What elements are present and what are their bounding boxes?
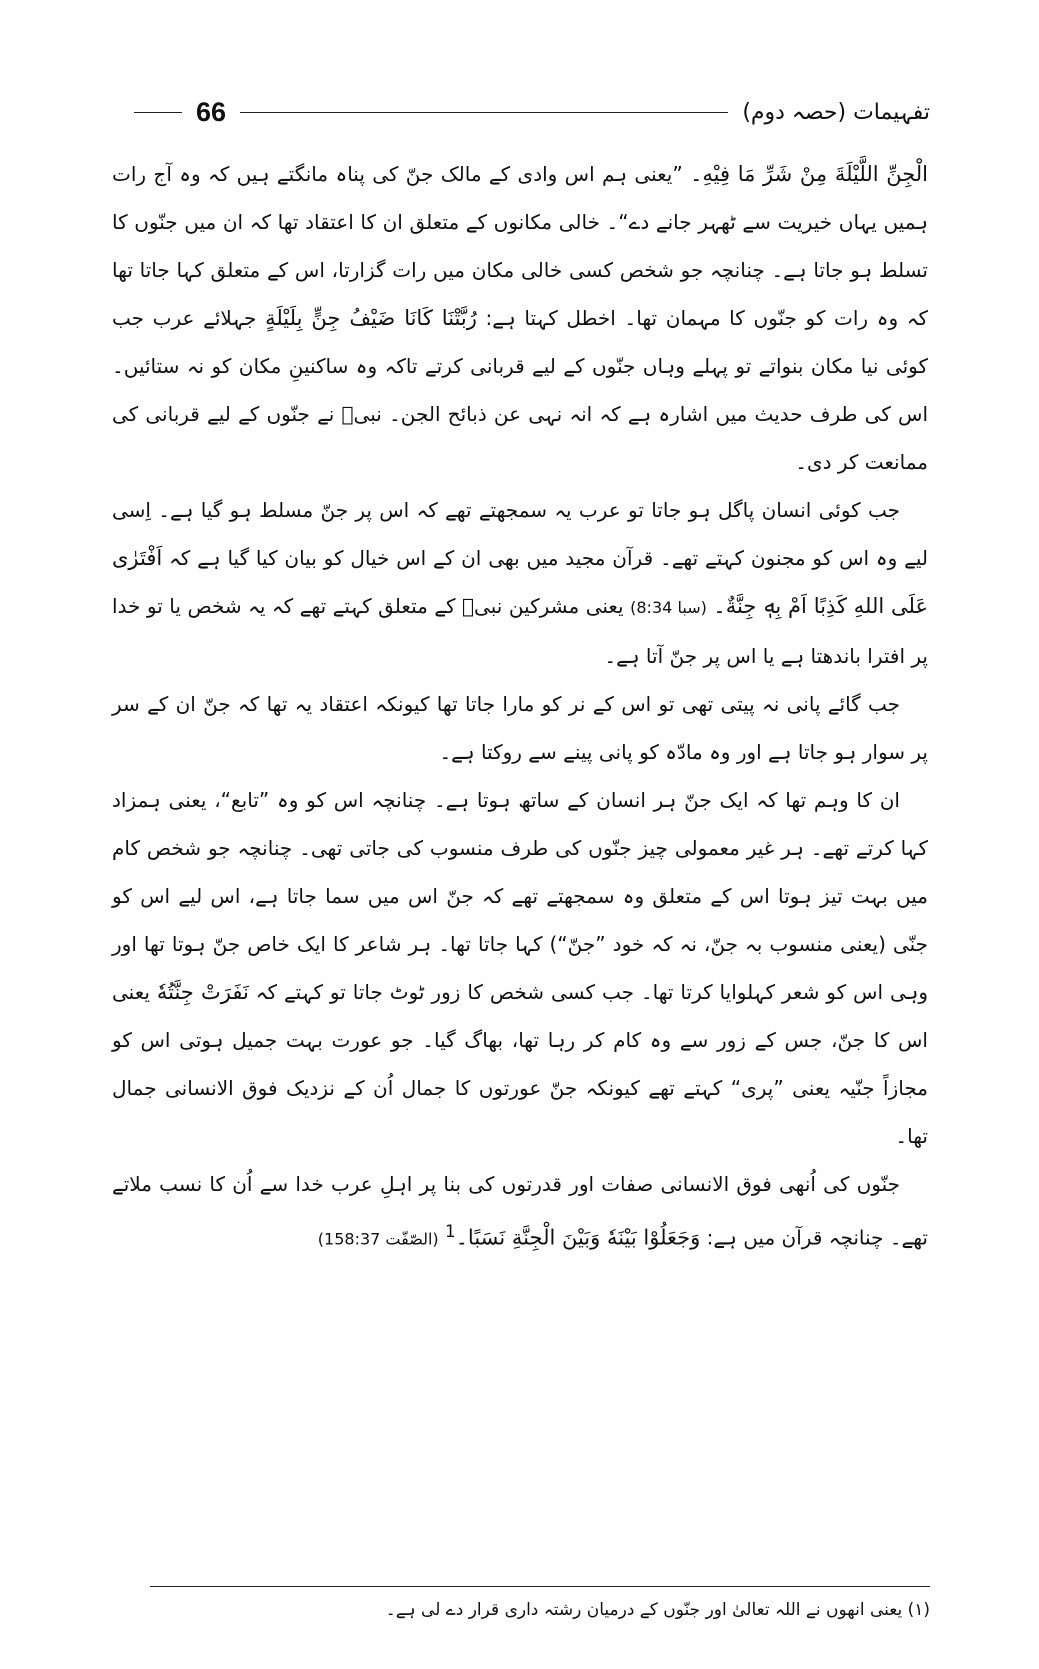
- paragraph-text: جنّوں کی اُنھی فوق الانسانی صفات اور قدرتوں کی بنا پر اہلِ عرب خدا سے اُن کا نسب ملاتے تھے۔ چنانچہ قرآن میں ہے:: [112, 1172, 928, 1250]
- footnote-marker: 1: [445, 1222, 456, 1241]
- paragraph-4: [112, 776, 928, 1160]
- arabic-quote: الْجِنِّ اللَّيْلَةَ مِنْ شَرِّ مَا فِيْهِ۔: [690, 162, 929, 186]
- verse-reference: (سبا 8:34): [630, 598, 707, 617]
- verse-reference: (الصّفّت 158:37): [317, 1229, 439, 1249]
- paragraph-text: ”یعنی ہم اس وادی کے مالک جنّ کی پناہ مانگتے ہیں کہ وہ آج رات ہمیں یہاں خیریت سے ٹھہر جانے دے“۔ خالی مکانوں کے متعلق ان کا اعتقاد تھا کہ ان میں جنّوں کا تسلط ہو جاتا ہے۔ چنانچہ جو شخص کسی خالی مکان میں رات گزارتا، اس کے متعلق کہا جاتا تھا کہ وہ رات کو جنّوں کا مہمان تھا۔ اخطل کہتا ہے:: [112, 162, 928, 330]
- paragraph-5: [112, 1160, 928, 1264]
- paragraph-text: جہلائے عرب جب کوئی نیا مکان بنواتے تو پہلے وہاں جنّوں کے لیے قربانی کرتے تاکہ وہ ساکنینِ مکان کو نہ ستائیں۔ اس کی طرف حدیث میں اشارہ ہے کہ انہ نہی عن ذبائح الجن۔ نبیؐ نے جنّوں کے لیے قربانی کی ممانعت کر دی۔: [112, 306, 928, 474]
- footnote: (۱) یعنی انھوں نے اللہ تعالیٰ اور جنّوں کے درمیان رشتہ داری قرار دے لی ہے۔: [385, 1600, 930, 1620]
- paragraph-text: یعنی اس کا جنّ، جس کے زور سے وہ کام کر رہا تھا، بھاگ گیا۔ جو عورت بہت جمیل ہوتی اس کو مجازاً جنّیہ یعنی ”پری“ کہتے تھے کیونکہ جنّ عورتوں کا جمال اُن کے نزدیک فوق الانسانی جمال تھا۔: [112, 980, 928, 1148]
- body-text: [112, 150, 928, 1264]
- running-title: تفہیمات (حصہ دوم): [742, 99, 930, 125]
- paragraph-2: [112, 486, 928, 680]
- paragraph-1: [112, 150, 928, 486]
- header-rule-right: [240, 112, 728, 113]
- arabic-quote: نَفَرَتْ جِنَّتُهٗ: [156, 980, 249, 1004]
- quran-verse: اَفْتَرٰی عَلَى اللهِ كَذِبًا اَمْ بِهٖ جِنَّةٌ۔: [112, 546, 929, 618]
- page-header: [120, 92, 930, 132]
- page-number: 66: [196, 96, 227, 127]
- paragraph-text: جب کوئی انسان پاگل ہو جاتا تو عرب یہ سمجھتے تھے کہ اس پر جنّ مسلط ہو گیا ہے۔ اِسی لیے وہ اس کو مجنون کہتے تھے۔ قرآن مجید میں بھی ان کے اس خیال کو بیان کیا گیا ہے کہ: [112, 498, 928, 570]
- paragraph-text: ان کا وہم تھا کہ ایک جنّ ہر انسان کے ساتھ ہوتا ہے۔ چنانچہ اس کو وہ ”تابع“، یعنی ہمزاد کہا کرتے تھے۔ ہر غیر معمولی چیز جنّوں کی طرف منسوب کی جاتی تھی۔ چنانچہ جو شخص کام میں بہت تیز ہوتا اس کے متعلق وہ سمجھتے تھے کہ جنّ اس میں سما جاتا ہے، اس لیے اس کو جنّی (یعنی منسوب بہ جنّ، نہ کہ خود ”جنّ“) کہا جاتا تھا۔ ہر شاعر کا ایک خاص جنّ ہوتا تھا اور وہی اس کو شعر کہلوایا کرتا تھا۔ جب کسی شخص کا زور ٹوٹ جاتا تو کہتے کہ: [112, 788, 929, 1004]
- paragraph-3: جب گائے پانی نہ پیتی تھی تو اس کے نر کو مارا جاتا تھا کیونکہ اعتقاد یہ تھا کہ جنّ ان کے سر پر سوار ہو جاتا ہے اور وہ مادّہ کو پانی پینے سے روکتا ہے۔: [112, 692, 928, 764]
- arabic-quote: رُبَّتْنَا كَانَا ضَيْفُ جِنٍّ بِلَيْلَةٍ: [265, 306, 477, 330]
- footnote-rule: [150, 1586, 930, 1587]
- quran-verse: وَجَعَلُوْا بَيْنَهٗ وَبَيْنَ الْجِنَّةِ نَسَبًا۔: [455, 1225, 701, 1250]
- header-rule-left: [134, 112, 182, 113]
- paragraph-text: یعنی مشرکین نبیؐ کے متعلق کہتے تھے کہ یہ شخص یا تو خدا پر افترا باندھتا ہے یا اس پر جنّ آتا ہے۔: [112, 594, 928, 668]
